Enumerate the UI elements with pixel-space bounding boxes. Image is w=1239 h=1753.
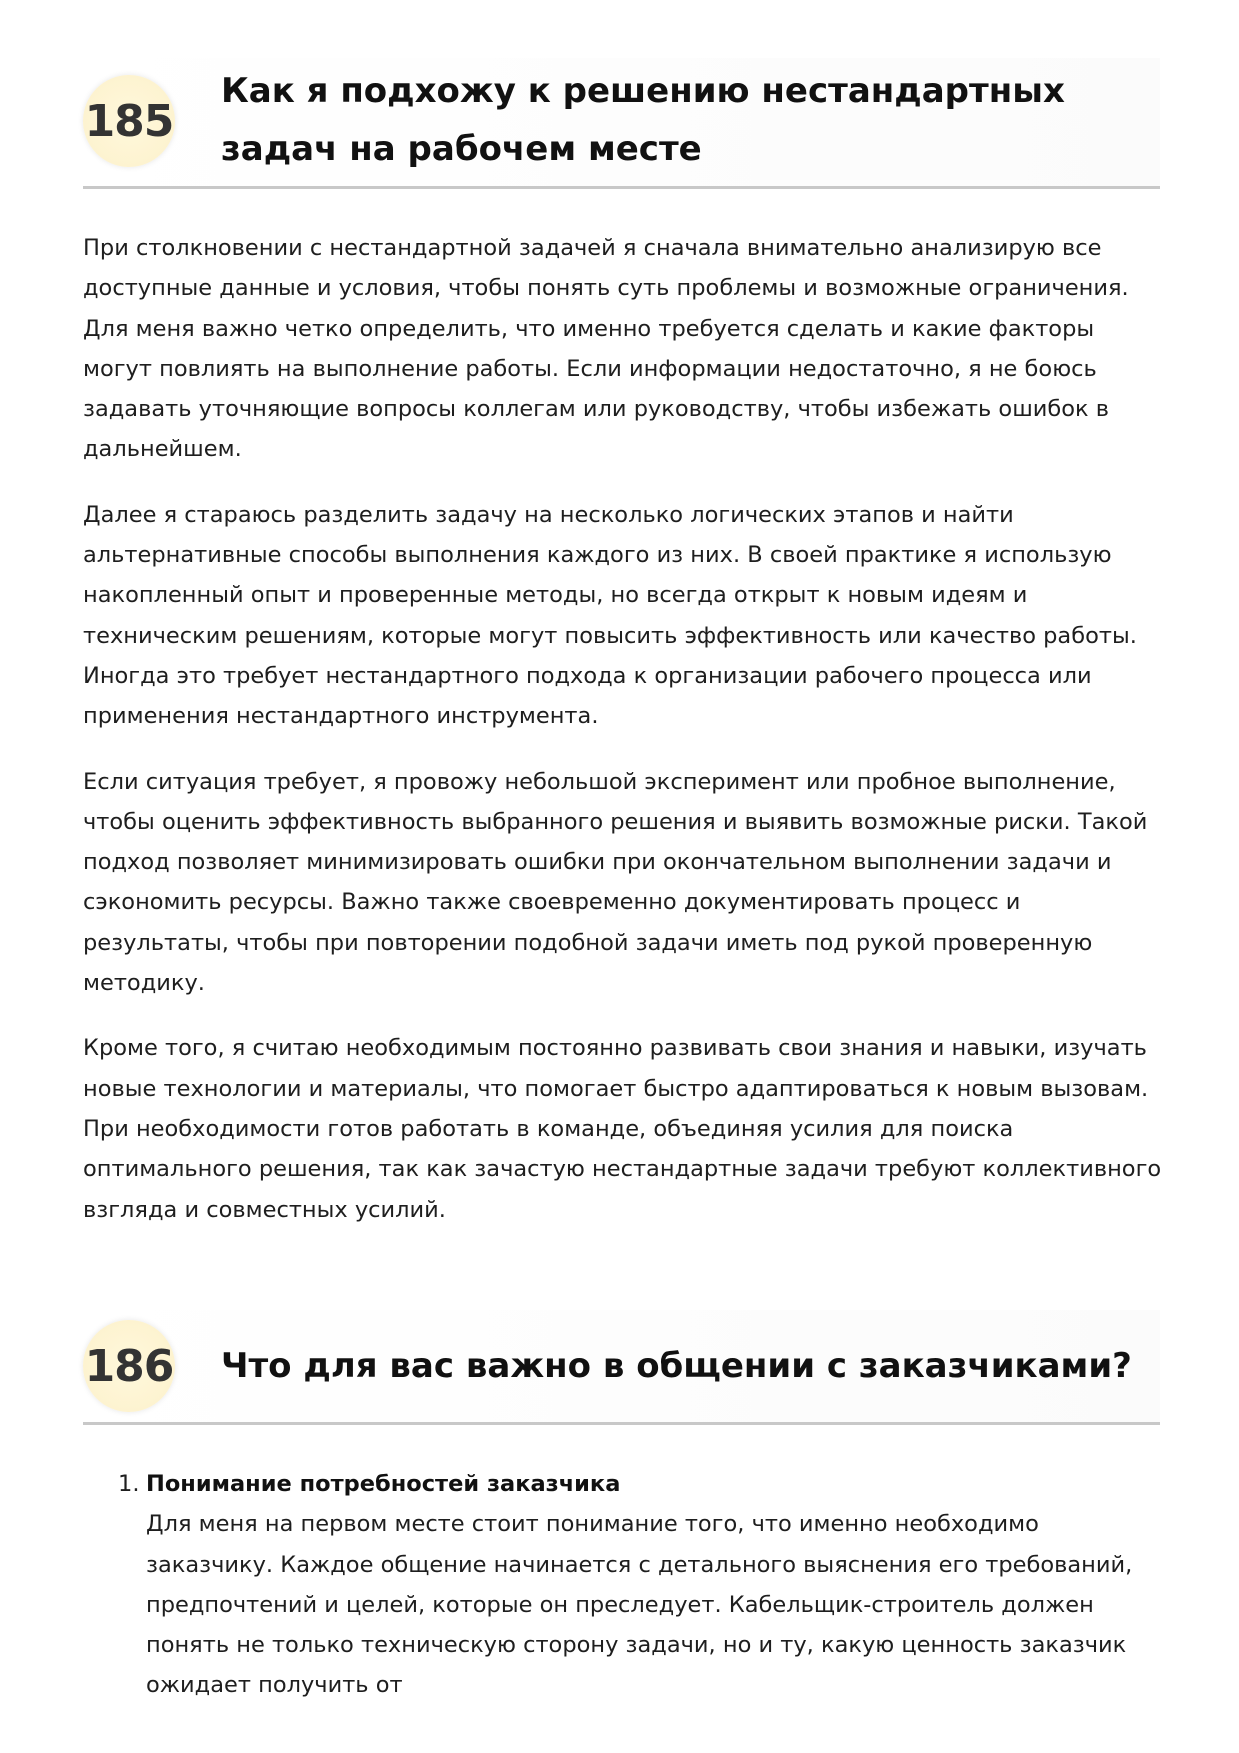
- answer-paragraph: При столкновении с нестандартной задачей я сначала внимательно анализирую все доступные данные и условия, чтобы понять суть проблемы и возможные ограничения. Для меня важно четко определить, что именно требуется сделать и какие факторы могут повлиять на выполнение работы. Если информации недостаточно, я не боюсь задавать уточняющие вопросы коллегам или руководству, чтобы избежать ошибок в дальнейшем.: [83, 235, 1129, 463]
- answer-body: [83, 228, 1163, 1255]
- list-item-number: 1.: [118, 1471, 140, 1497]
- question-title: Что для вас важно в общении с заказчиками?: [221, 1346, 1132, 1386]
- list-item-text: Для меня на первом месте стоит понимание того, что именно необходимо заказчику. Каждое общение начинается с детального выяснения его требований, предпочтений и целей, которые он преследует. Кабельщик-строитель должен понять не только техническую сторону задачи, но и ту, какую ценность заказчик ожидает получить от: [146, 1511, 1133, 1699]
- question-header: [83, 58, 1160, 189]
- question-number: 185: [84, 95, 174, 147]
- question-header: [83, 1310, 1160, 1425]
- question-number-badge: [83, 75, 175, 167]
- list-item: [83, 1464, 1163, 1706]
- question-title: Как я подхожу к решению нестандартных задач на рабочем месте: [221, 71, 1065, 169]
- answer-paragraph: Далее я стараюсь разделить задачу на несколько логических этапов и найти альтернативные способы выполнения каждого из них. В своей практике я использую накопленный опыт и проверенные методы, но всегда открыт к новым идеям и техническим решениям, которые могут повысить эффективность или качество работы. Иногда это требует нестандартного подхода к организации рабочего процесса или применения нестандартного инструмента.: [83, 501, 1137, 730]
- answer-paragraph: Кроме того, я считаю необходимым постоянно развивать свои знания и навыки, изучать новые технологии и материалы, что помогает быстро адаптироваться к новым вызовам. При необходимости готов работать в команде, объединяя усилия для поиска оптимального решения, так как зачастую нестандартные задачи требуют коллективного взгляда и совместных усилий.: [83, 1035, 1162, 1223]
- list-item-heading: Понимание потребностей заказчика: [146, 1471, 621, 1497]
- question-number: 186: [84, 1340, 174, 1392]
- question-number-badge: [83, 1320, 175, 1412]
- answer-paragraph: Если ситуация требует, я провожу небольшой эксперимент или пробное выполнение, чтобы оценить эффективность выбранного решения и выявить возможные риски. Такой подход позволяет минимизировать ошибки при окончательном выполнении задачи и сэкономить ресурсы. Важно также своевременно документировать процесс и результаты, чтобы при повторении подобной задачи иметь под рукой проверенную методику.: [83, 768, 1148, 997]
- answer-list: [83, 1464, 1163, 1706]
